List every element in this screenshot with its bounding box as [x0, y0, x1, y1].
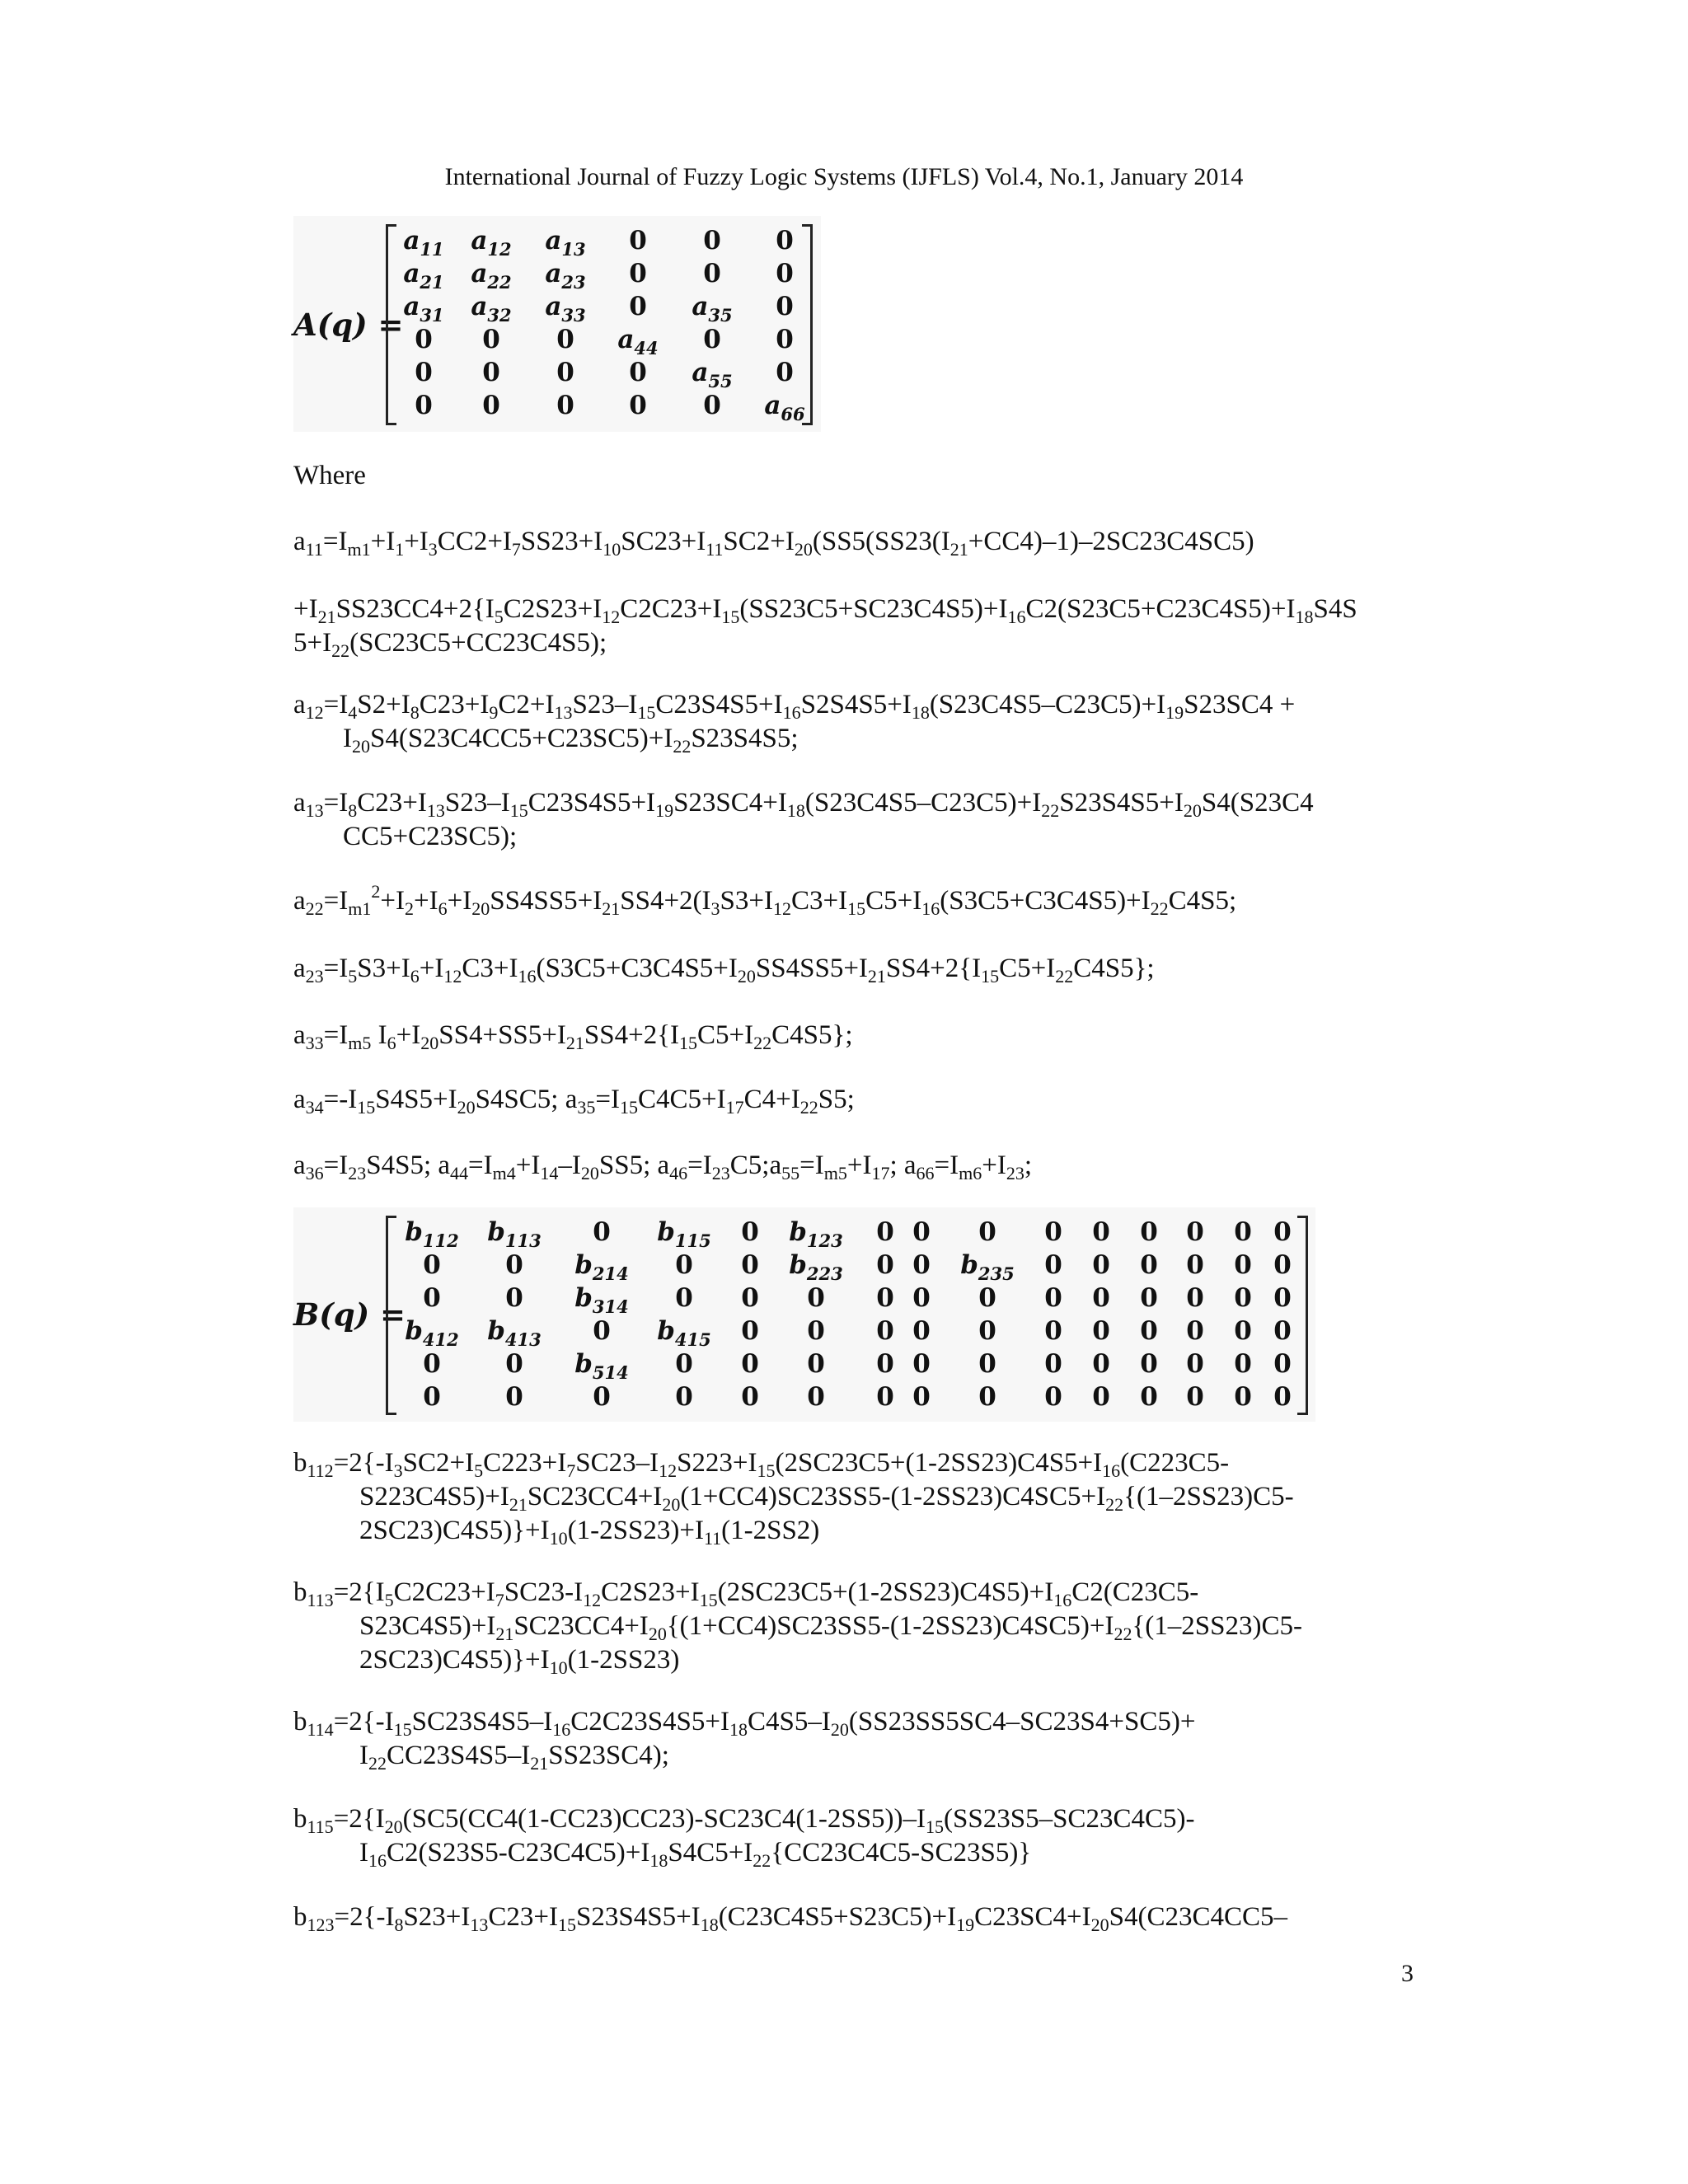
matrix-b-cell: $b_{115}$ — [657, 1217, 711, 1251]
matrix-b-cell: 0 — [1234, 1217, 1252, 1247]
matrix-a-cell: 0 — [629, 292, 647, 321]
matrix-b-cell: 0 — [1273, 1217, 1292, 1247]
matrix-a-cell: 0 — [629, 226, 647, 255]
equation-a12: $a_{12}=I_4S2+I_8C23+I_9C2+I_{13}S23-I_{15}C23S4S5+I_{16}S2S4S5+I_{18}(S23C4S5-C23C5)+I_{19}S23SC4$ + $I_{20}S4(S23C4CC5+C23SC5)+I_{22}S23S4S5$; — [293, 690, 1296, 757]
matrix-b-cell: 0 — [423, 1349, 441, 1379]
matrix-b-cell: 0 — [1140, 1382, 1158, 1412]
matrix-b-cell: 0 — [593, 1382, 611, 1412]
equation-a11: $a_{11}=I_{m1}+I_1+I_3CC2+I_7SS23+I_{10}SC23+I_{11}SC2+I_{20}(SS5(SS23(I_{21}+CC4)-1)-2SC23C4SC5)$ — [293, 527, 1254, 560]
matrix-b-cell: 0 — [1044, 1382, 1062, 1412]
matrix-a-cell: 0 — [776, 358, 794, 387]
where-label: Where — [293, 461, 366, 490]
matrix-b-cell: $b_{314}$ — [574, 1283, 629, 1317]
matrix-a-cell: 0 — [776, 292, 794, 321]
matrix-b-cell: 0 — [741, 1382, 759, 1412]
equation-b123: $b_{123}=2\{-I_8S23+I_{13}C23+I_{15}S23S4S5+I_{18}(C23C4S5+S23C5)+I_{19}C23SC4+I_{20}S4(C23C4CC5-$ — [293, 1902, 1287, 1935]
matrix-b-cell: 0 — [912, 1316, 931, 1346]
equation-a13: $a_{13}=I_8C23+I_{13}S23-I_{15}C23S4S5+I_{19}S23SC4+I_{18}(S23C4S5-C23C5)+I_{22}S23S4S5+I_{20}S4(S23C4$ CC5+C23SC5); — [293, 788, 1314, 851]
matrix-b-cell: 0 — [741, 1316, 759, 1346]
matrix-b-cell: 0 — [876, 1316, 894, 1346]
matrix-a-cell: 0 — [482, 358, 500, 387]
matrix-b-cell: 0 — [741, 1250, 759, 1280]
matrix-a-cell: 0 — [703, 259, 721, 288]
matrix-a-cell: $a_{55}$ — [692, 358, 733, 391]
matrix-b-cell: 0 — [505, 1283, 523, 1313]
matrix-a-cell: 0 — [629, 391, 647, 420]
matrix-b-cell: 0 — [741, 1283, 759, 1313]
matrix-b-cell: 0 — [675, 1283, 693, 1313]
matrix-b-cell: 0 — [1044, 1316, 1062, 1346]
matrix-b-cell: 0 — [876, 1382, 894, 1412]
equation-b115: $b_{115}=2\{I_{20}(SC5(CC4(1-CC23)CC23)-SC23C4(1-2SS5))-I_{15}(SS23S5-SC23C4C5)-$ $I_{16}C2(S23S5-C23C4C5)+I_{18}S4C5+I_{22}\{CC23C4C5-SC23S5)$} — [293, 1804, 1195, 1871]
matrix-a-cell: $a_{33}$ — [545, 292, 586, 326]
matrix-b-cell: 0 — [978, 1217, 996, 1247]
matrix-b-cell: 0 — [876, 1217, 894, 1247]
matrix-a-cell: $a_{32}$ — [471, 292, 512, 326]
matrix-b-cell: $b_{412}$ — [405, 1316, 459, 1350]
equation-a36-a66: $a_{36}=I_{23}S4S5$; $a_{44}=I_{m4}+I_{14}-I_{20}SS5$; $a_{46}=I_{23}C5;a_{55}=I_{m5}+I_{17}$; $a_{66}=I_{m6}+I_{23}$; — [293, 1151, 1033, 1183]
matrix-b-cell: 0 — [1092, 1382, 1110, 1412]
matrix-b-cell: 0 — [978, 1316, 996, 1346]
matrix-b-cell: $b_{514}$ — [574, 1349, 629, 1383]
matrix-a-cell: 0 — [629, 259, 647, 288]
matrix-a-cell: $a_{23}$ — [545, 259, 586, 293]
matrix-b-cell: 0 — [675, 1349, 693, 1379]
matrix-a-cell: $a_{66}$ — [764, 391, 805, 424]
equation-b114: $b_{114}=2\{-I_{15}SC23S4S5-I_{16}C2C23S4S5+I_{18}C4S5-I_{20}(SS23SS5SC4-SC23S4+SC5)+$ $I_{22}CC23S4S5-I_{21}SS23SC4$); — [293, 1707, 1196, 1774]
matrix-b-cell: 0 — [807, 1316, 825, 1346]
matrix-b-cell: 0 — [1044, 1250, 1062, 1280]
matrix-b-cell: 0 — [1140, 1250, 1158, 1280]
matrix-b-cell: $b_{415}$ — [657, 1316, 711, 1350]
matrix-b-cell: 0 — [876, 1349, 894, 1379]
matrix-a-cell: $a_{31}$ — [403, 292, 444, 326]
matrix-a-cell: 0 — [703, 226, 721, 255]
matrix-b-cell: 0 — [1234, 1250, 1252, 1280]
matrix-b-cell: 0 — [1234, 1382, 1252, 1412]
matrix-a-figure — [293, 216, 821, 432]
matrix-a-cell: 0 — [556, 391, 574, 420]
matrix-b-cell: 0 — [1186, 1250, 1204, 1280]
equation-b113: $b_{113}=2\{I_5C2C23+I_7SC23-I_{12}C2S23+I_{15}(2SC23C5+(1-2SS23)C4S5)+I_{16}C2(C23C5-$ $S23C4S5)+I_{21}SC23CC4+I_{20}\{(1+CC4)SC23SS5-(1-2SS23)C4SC5)+I_{22}\{(1-2SS23)C5-$ $2SC23)C4S5)\}+I_{10}(1-2SS23)$ — [293, 1577, 1302, 1678]
matrix-b-cell: 0 — [912, 1250, 931, 1280]
matrix-b-label: B(q) = — [293, 1296, 406, 1333]
matrix-b-cell: 0 — [1140, 1316, 1158, 1346]
matrix-b-cell: 0 — [1273, 1349, 1292, 1379]
equation-a11-cont: $+I_{21}SS23CC4+2\{I_5C2S23+I_{12}C2C23+I_{15}(SS23C5+SC23C4S5)+I_{16}C2(S23C5+C23C4S5)+I_{18}S4S$ $5+I_{22}(SC23C5+CC23C4S5)$; — [293, 594, 1357, 661]
matrix-b-cell: 0 — [807, 1382, 825, 1412]
equation-a22: $a_{22}=I_{m1}^2+I_2+I_6+I_{20}SS4SS5+I_{21}SS4+2(I_3S3+I_{12}C3+I_{15}C5+I_{16}(S3C5+C3C4S5)+I_{22}C4S5$; — [293, 881, 1237, 919]
matrix-b-cell: 0 — [807, 1349, 825, 1379]
matrix-b-cell: 0 — [1234, 1316, 1252, 1346]
matrix-b-cell: 0 — [423, 1382, 441, 1412]
matrix-a-cell: $a_{13}$ — [545, 226, 586, 260]
matrix-a-label: A(q) = — [293, 307, 404, 343]
matrix-b-cell: 0 — [1234, 1349, 1252, 1379]
matrix-a-cell: $a_{11}$ — [403, 226, 444, 260]
equation-a33: $a_{33}=I_{m5}$ $I_6+I_{20}SS4+SS5+I_{21}SS4+2\{I_{15}C5+I_{22}C4S5\}$; — [293, 1020, 853, 1053]
matrix-b-cell: 0 — [1044, 1283, 1062, 1313]
matrix-a-cell: 0 — [629, 358, 647, 387]
matrix-b-cell: 0 — [505, 1349, 523, 1379]
matrix-b-cell: 0 — [741, 1217, 759, 1247]
matrix-b-cell: 0 — [1092, 1349, 1110, 1379]
equation-b112: $b_{112}=2\{-I_3SC2+I_5C223+I_7SC23-I_{12}S223+I_{15}(2SC23C5+(1-2SS23)C4S5+I_{16}(C223C5-$ $S223C4S5)+I_{21}SC23CC4+I_{20}(1+CC4)SC23SS5-(1-2SS23)C4SC5+I_{22}\{(1-2SS23)C5-$ $2SC23)C4S5)\}+I_{10}(1-2SS23)+I_{11}(1-2SS2)$ — [293, 1448, 1294, 1549]
matrix-a-cell: 0 — [703, 391, 721, 420]
matrix-b-cell: 0 — [1273, 1316, 1292, 1346]
matrix-a-cell: $a_{22}$ — [471, 259, 512, 293]
matrix-a-cell: 0 — [776, 259, 794, 288]
matrix-b-cell: 0 — [675, 1382, 693, 1412]
matrix-b-cell: 0 — [1044, 1217, 1062, 1247]
matrix-b-cell: 0 — [1273, 1382, 1292, 1412]
journal-header: International Journal of Fuzzy Logic Systems (IJFLS) Vol.4, No.1, January 2014 — [444, 163, 1244, 190]
matrix-a-cell: 0 — [415, 325, 433, 354]
matrix-b-cell: $b_{112}$ — [405, 1217, 459, 1251]
matrix-b-cell: 0 — [912, 1283, 931, 1313]
matrix-a-cell: 0 — [482, 391, 500, 420]
matrix-b-cell: 0 — [675, 1250, 693, 1280]
matrix-b-cell: 0 — [1186, 1316, 1204, 1346]
matrix-b-cell: 0 — [1140, 1349, 1158, 1379]
matrix-b-cell: $b_{223}$ — [789, 1250, 843, 1284]
matrix-b-cell: $b_{235}$ — [960, 1250, 1015, 1284]
matrix-b-cell: 0 — [912, 1349, 931, 1379]
matrix-b-cell: $b_{123}$ — [789, 1217, 843, 1251]
matrix-b-cell: 0 — [593, 1217, 611, 1247]
matrix-b-cell: 0 — [1092, 1217, 1110, 1247]
matrix-b-cell: 0 — [423, 1283, 441, 1313]
matrix-b-cell: 0 — [1140, 1283, 1158, 1313]
matrix-a-cell: 0 — [556, 358, 574, 387]
matrix-b-cell: 0 — [1273, 1283, 1292, 1313]
matrix-b-cell: 0 — [505, 1250, 523, 1280]
matrix-a-cell: 0 — [482, 325, 500, 354]
matrix-b-cell: $b_{113}$ — [487, 1217, 542, 1251]
matrix-b-cell: 0 — [1186, 1382, 1204, 1412]
matrix-b-cell: 0 — [741, 1349, 759, 1379]
matrix-b-cell: $b_{214}$ — [574, 1250, 629, 1284]
matrix-b-cell: 0 — [1186, 1349, 1204, 1379]
matrix-b-cell: 0 — [1092, 1250, 1110, 1280]
matrix-a-cell: 0 — [703, 325, 721, 354]
matrix-b-cell: 0 — [978, 1283, 996, 1313]
matrix-b-cell: 0 — [1044, 1349, 1062, 1379]
matrix-b-cell: 0 — [978, 1382, 996, 1412]
matrix-b-cell: 0 — [876, 1283, 894, 1313]
equation-a34-a35: $a_{34}=-I_{15}S4S5+I_{20}S4SC5$; $a_{35}=I_{15}C4C5+I_{17}C4+I_{22}S5$; — [293, 1085, 855, 1118]
matrix-b-cell: $b_{413}$ — [487, 1316, 542, 1350]
matrix-b-cell: 0 — [807, 1283, 825, 1313]
matrix-a-cell: $a_{35}$ — [692, 292, 733, 326]
matrix-b-cell: 0 — [978, 1349, 996, 1379]
matrix-b-cell: 0 — [505, 1382, 523, 1412]
matrix-b-cell: 0 — [1234, 1283, 1252, 1313]
matrix-b-cell: 0 — [593, 1316, 611, 1346]
matrix-a-cell: 0 — [556, 325, 574, 354]
matrix-b-cell: 0 — [1092, 1283, 1110, 1313]
matrix-a-cell: 0 — [415, 358, 433, 387]
matrix-a-cell: $a_{44}$ — [617, 325, 659, 359]
matrix-b-cell: 0 — [876, 1250, 894, 1280]
equation-a23: $a_{23}=I_5S3+I_6+I_{12}C3+I_{16}(S3C5+C3C4S5+I_{20}SS4SS5+I_{21}SS4+2\{I_{15}C5+I_{22}C4S5\}$; — [293, 954, 1155, 987]
matrix-b-cell: 0 — [1092, 1316, 1110, 1346]
matrix-a-cell: 0 — [776, 226, 794, 255]
matrix-b-cell: 0 — [912, 1382, 931, 1412]
matrix-b-cell: 0 — [1186, 1217, 1204, 1247]
matrix-b-figure — [293, 1207, 1315, 1422]
matrix-b-cell: 0 — [912, 1217, 931, 1247]
page-number: 3 — [1401, 1960, 1414, 1987]
matrix-a-cell: $a_{21}$ — [403, 259, 444, 293]
matrix-a-cell: 0 — [415, 391, 433, 420]
matrix-a-cell: 0 — [776, 325, 794, 354]
matrix-b-cell: 0 — [423, 1250, 441, 1280]
matrix-b-cell: 0 — [1273, 1250, 1292, 1280]
matrix-b-cell: 0 — [1140, 1217, 1158, 1247]
matrix-b-cell: 0 — [1186, 1283, 1204, 1313]
matrix-a-cell: $a_{12}$ — [471, 226, 512, 260]
